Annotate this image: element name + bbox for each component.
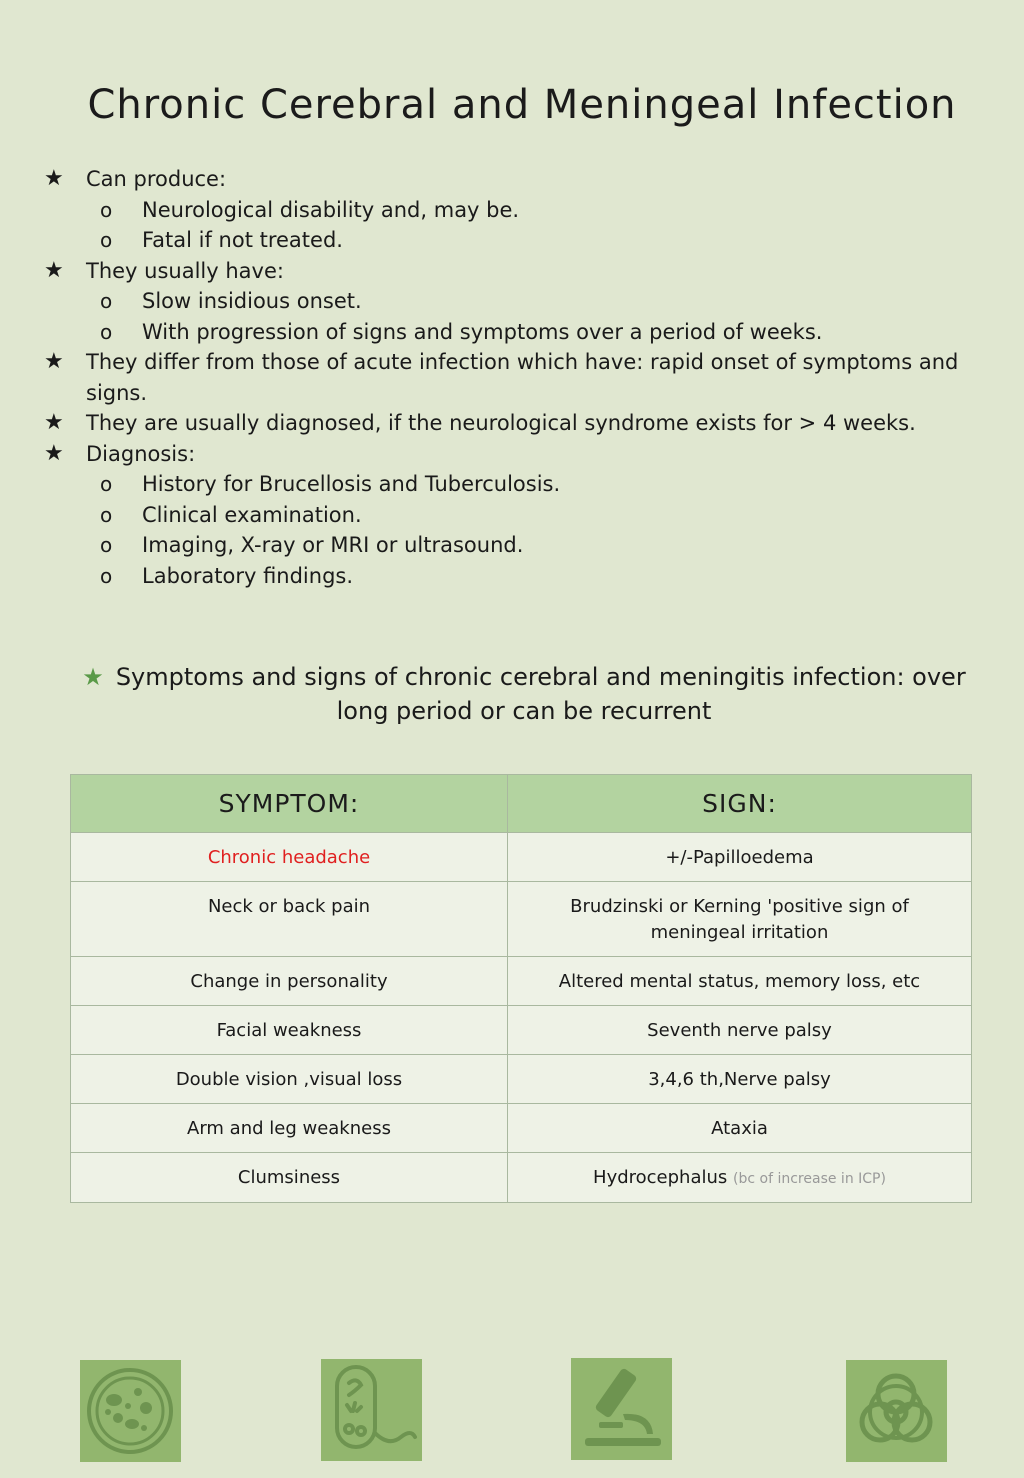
circle-bullet-icon: o [100,197,113,222]
sign-cell: Ataxia [508,1104,972,1153]
symptom-header: SYMPTOM: [71,775,508,833]
sign-cell: 3,4,6 th,Nerve palsy [508,1055,972,1104]
circle-bullet-icon: o [100,502,113,527]
list-item: ★ Can produce: [44,164,984,195]
star-icon: ★ [82,663,104,691]
circle-bullet-icon: o [100,533,113,557]
list-item: o Fatal if not treated. [44,225,984,256]
symptom-cell: Neck or back pain [71,882,508,957]
page-title: Chronic Cerebral and Meningeal Infection [87,82,957,128]
sign-cell [508,1153,972,1203]
table-row [71,957,972,1006]
symptom-cell: Chronic headache [71,833,508,882]
star-bullet-icon: ★ [44,166,64,191]
list-item: ★ They usually have: [44,256,984,287]
outline-list [44,164,984,591]
sign-header: SIGN: [508,775,972,833]
table-row [71,1153,972,1203]
circle-bullet-icon: o [100,472,113,496]
list-item: ★ They differ from those of acute infection which have: rapid onset of symptoms and signs. [44,349,959,405]
bacterium-icon [321,1359,422,1461]
sign-note: (bc of increase in ICP) [733,1171,886,1187]
symptom-cell: Double vision ,visual loss [71,1055,508,1104]
list-item: o Laboratory findings. [44,561,984,592]
circle-bullet-icon: o [100,563,113,588]
star-bullet-icon: ★ [44,440,64,466]
list-item: ★ Diagnosis: [44,439,984,470]
table-row [71,833,972,882]
sign-text: Hydrocephalus [593,1167,728,1188]
symptom-cell: Facial weakness [71,1006,508,1055]
biohazard-icon [846,1360,947,1462]
table-row [71,1055,972,1104]
star-bullet-icon: ★ [44,410,64,435]
circle-bullet-icon: o [100,228,113,252]
list-item: o Slow insidious onset. [44,286,984,317]
symptom-cell: Change in personality [71,957,508,1006]
star-bullet-icon: ★ [44,349,64,374]
symptom-cell: Clumsiness [71,1153,508,1203]
table-row [71,1006,972,1055]
table-header-row [71,775,972,833]
table-row [71,882,972,957]
sign-cell: Altered mental status, memory loss, etc [508,957,972,1006]
circle-bullet-icon: o [100,289,113,313]
list-item: o Imaging, X-ray or MRI or ultrasound. [44,530,984,561]
symptom-sign-table [70,774,972,1203]
microscope-icon [571,1358,672,1460]
sign-cell: Brudzinski or Kerning 'positive sign of meningeal irritation [508,882,972,957]
symptom-cell: Arm and leg weakness [71,1104,508,1153]
circle-bullet-icon: o [100,319,113,344]
list-item: o Neurological disability and, may be. [44,195,984,226]
list-item: o History for Brucellosis and Tuberculosis. [44,469,984,500]
petri-dish-icon [80,1360,181,1462]
star-bullet-icon: ★ [44,257,64,283]
list-item: o Clinical examination. [44,500,984,531]
sign-cell: +/-Papilloedema [508,833,972,882]
table-row [71,1104,972,1153]
sign-cell: Seventh nerve palsy [508,1006,972,1055]
list-item: ★ They are usually diagnosed, if the neurological syndrome exists for > 4 weeks. [44,408,984,439]
section-heading: ★ Symptoms and signs of chronic cerebral and meningitis infection: over long period or can be recurrent [82,663,966,725]
list-item: o With progression of signs and symptoms over a period of weeks. [44,317,984,348]
